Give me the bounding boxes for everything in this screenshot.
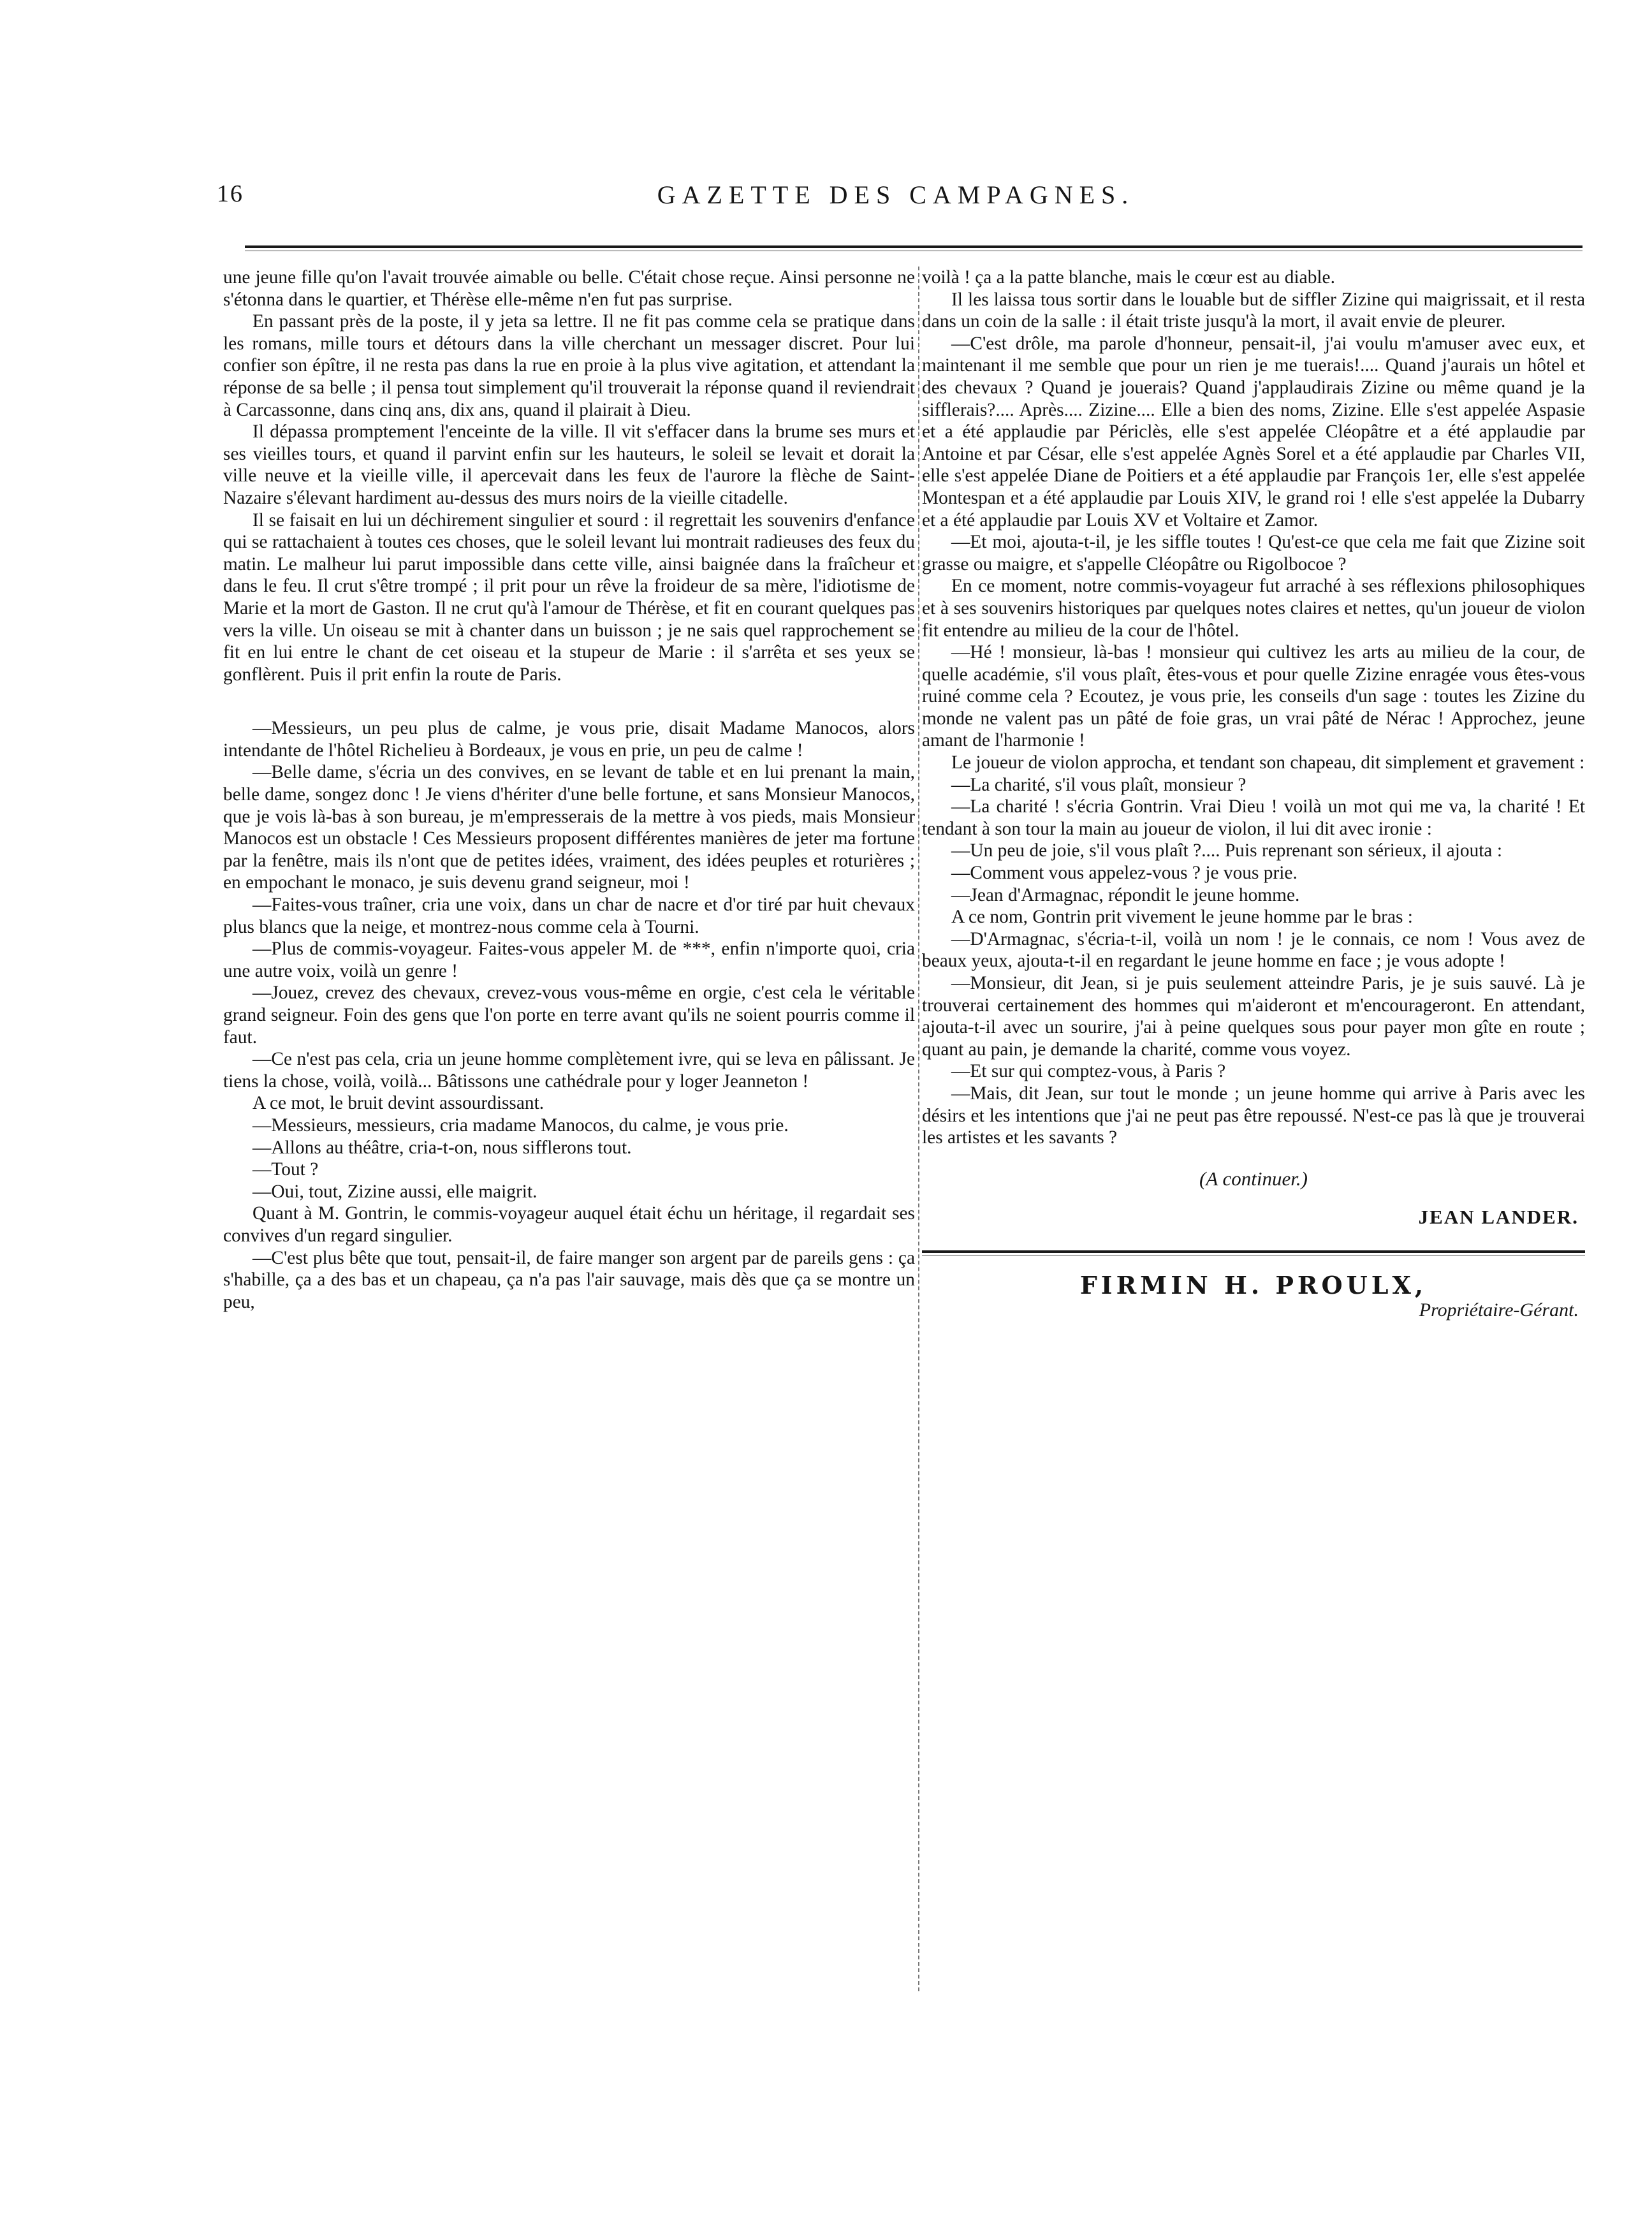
paragraph: Il se faisait en lui un déchirement singulier et sourd : il regrettait les souvenirs d'enfance qui se rattachaient à toutes ces choses, que le soleil levant lui montrait radieuses des feux du matin. Le malheur lui parut impossible dans cette ville, ainsi baignée dans la fraîcheur et dans le feu. Il crut s'être trompé ; il prit pour un rêve la froideur de sa mère, l'idiotisme de Marie et la mort de Gaston. Il ne crut qu'à l'amour de Thérèse, et fit en courant quelques pas vers la ville. Un oiseau se mit à chanter dans un buisson ; je ne sais quel rapprochement se fit en lui entre le chant de cet oiseau et la stupeur de Marie : il s'arrêta et ses yeux se gonflèrent. Puis il prit enfin la route de Paris.	[223, 509, 915, 685]
publisher-role: Propriétaire-Gérant.	[1419, 1299, 1579, 1320]
left-column	[223, 267, 915, 1313]
header-rule	[245, 245, 1583, 251]
page-number: 16	[217, 180, 244, 207]
paragraph: voilà ! ça a la patte blanche, mais le cœur est au diable.	[922, 267, 1335, 288]
paragraph: —Comment vous appelez-vous ? je vous prie.	[951, 863, 1297, 884]
paragraph: —Et moi, ajouta-t-il, je les siffle toutes ! Qu'est-ce que cela me fait que Zizine soit grasse ou maigre, et s'appelle Cléopâtre ou Rigolbocoe ?	[922, 532, 1585, 574]
paragraph: Le joueur de violon approcha, et tendant son chapeau, dit simplement et gravement :	[951, 752, 1585, 773]
paragraph: —Tout ?	[252, 1159, 319, 1180]
paragraph: —Ce n'est pas cela, cria un jeune homme complètement ivre, qui se leva en pâlissant. Je tiens la chose, voilà, voilà... Bâtissons une cathédrale pour y loger Jeanneton !	[223, 1049, 915, 1092]
paragraph: —Oui, tout, Zizine aussi, elle maigrit.	[252, 1181, 537, 1202]
paragraph: —Messieurs, messieurs, cria madame Manocos, du calme, je vous prie.	[252, 1115, 789, 1136]
paragraph: —Jean d'Armagnac, répondit le jeune homme.	[951, 884, 1300, 905]
paragraph: —Monsieur, dit Jean, si je puis seulement atteindre Paris, je je suis sauvé. Là je trouverai certainement des hommes qui m'aideront et m'encourageront. En attendant, ajouta-t-il avec un sourire, j'ai à peine quelques sous pour payer mon gîte en route ; quant au pain, je demande la charité, comme vous voyez.	[922, 973, 1585, 1060]
paragraph: —Hé ! monsieur, là-bas ! monsieur qui cultivez les arts au milieu de la cour, de quelle académie, s'il vous plaît, êtes-vous et pour quelle Zizine enragée vous êtes-vous ruiné comme cela ? Ecoutez, je vous prie, les conseils d'un sage : toutes les Zizine du monde ne valent pas un pâté de foie gras, un vrai pâté de Nérac ! Approchez, jeune amant de l'harmonie !	[922, 642, 1585, 751]
publisher-name: FIRMIN H. PROULX,	[1079, 1270, 1428, 1299]
footer-rule	[922, 1250, 1585, 1255]
paragraph: —Faites-vous traîner, cria une voix, dans un char de nacre et d'or tiré par huit chevaux plus blancs que la neige, et montrez-nous comme cela à Tourni.	[223, 895, 915, 937]
page-header	[217, 180, 1575, 218]
right-column	[922, 267, 1585, 1321]
running-title: GAZETTE DES CAMPAGNES.	[657, 180, 1135, 209]
paragraph: —Jouez, crevez des chevaux, crevez-vous vous-même en orgie, c'est cela le véritable grand seigneur. Foin des gens que l'on porte en terre avant qu'ils ne soient pourris comme il faut.	[223, 983, 915, 1048]
paragraph: Quant à M. Gontrin, le commis-voyageur auquel était échu un héritage, il regardait ses convives d'un regard singulier.	[223, 1203, 915, 1246]
paragraph: A ce nom, Gontrin prit vivement le jeune homme par le bras :	[951, 907, 1413, 928]
paragraph: —Mais, dit Jean, sur tout le monde ; un jeune homme qui arrive à Paris avec les désirs et les intentions que j'ai ne peut pas être repoussé. N'est-ce pas là que je trouverai les artistes et les savants ?	[922, 1083, 1585, 1148]
paragraph: Il dépassa promptement l'enceinte de la ville. Il vit s'effacer dans la brume ses murs et ses vieilles tours, et quand il parvint enfin sur les hauteurs, le soleil se levait et dorait la ville neuve et la vieille ville, il apercevait dans les feux de l'aurore la flèche de Saint-Nazaire s'élevant hardiment au-dessus des murs noirs de la vieille citadelle.	[223, 421, 915, 508]
paragraph: —C'est drôle, ma parole d'honneur, pensait-il, j'ai voulu m'amuser avec eux, et maintenant il me semble que pour un rien je me tuerais!.... Quand j'aurais un hôtel et des chevaux ? Quand je jouerais? Quand j'applaudirais Zizine ou même quand je la sifflerais?.... Après.... Zizine.... Elle a bien des noms, Zizine. Elle s'est appelée Aspasie et a été applaudie par Périclès, elle s'est appelée Cléopâtre et a été applaudie par Antoine et par César, elle s'est appelée Agnès Sorel et a été applaudie par Charles VII, elle s'est appelée Diane de Poitiers et a été applaudie par François 1er, elle s'est appelée Montespan et a été applaudie par Louis XIV, le grand roi ! elle s'est appelée la Dubarry et a été applaudie par Louis XV et Voltaire et Zamor.	[922, 333, 1585, 530]
paragraph: —Messieurs, un peu plus de calme, je vous prie, disait Madame Manocos, alors intendante de l'hôtel Richelieu à Bordeaux, je vous en prie, un peu de calme !	[223, 718, 915, 761]
paragraph: A ce mot, le bruit devint assourdissant.	[252, 1093, 545, 1114]
paragraph: —Allons au théâtre, cria-t-on, nous sifflerons tout.	[252, 1137, 632, 1158]
paragraph: —La charité ! s'écria Gontrin. Vrai Dieu ! voilà un mot qui me va, la charité ! Et tendant à son tour la main au joueur de violon, il lui dit avec ironie :	[922, 796, 1585, 839]
continuation-note: (A continuer.)	[1199, 1167, 1308, 1190]
paragraph: une jeune fille qu'on l'avait trouvée aimable ou belle. C'était chose reçue. Ainsi personne ne s'étonna dans le quartier, et Thérèse elle-même n'en fut pas surprise.	[223, 267, 915, 310]
paragraph: En passant près de la poste, il y jeta sa lettre. Il ne fit pas comme cela se pratique dans les romans, mille tours et détours dans la ville cherchant un messager discret. Pour lui confier son épître, il ne resta pas dans la rue en proie à la plus vive agitation, et attendant la réponse de sa belle ; il pensa tout simplement qu'il trouverait la réponse quand il reviendrait à Carcassonne, dans cinq ans, dix ans, quand il plairait à Dieu.	[223, 311, 915, 420]
paragraph: —Plus de commis-voyageur. Faites-vous appeler M. de ***, enfin n'importe quoi, cria une autre voix, voilà un genre !	[223, 939, 915, 981]
paragraph: —Un peu de joie, s'il vous plaît ?.... Puis reprenant son sérieux, il ajouta :	[951, 840, 1502, 861]
paragraph: —D'Armagnac, s'écria-t-il, voilà un nom ! je le connais, ce nom ! Vous avez de beaux yeux, ajouta-t-il en regardant le jeune homme en face ; je vous adopte !	[922, 928, 1585, 972]
section-break	[223, 685, 915, 717]
paragraph: En ce moment, notre commis-voyageur fut arraché à ses réflexions philosophiques et à ses souvenirs historiques par quelques notes claires et nettes, qu'un joueur de violon fit entendre au milieu de la cour de l'hôtel.	[922, 576, 1585, 641]
paragraph: Il les laissa tous sortir dans le louable but de siffler Zizine qui maigrissait, et il resta dans un coin de la salle : il était triste jusqu'à la mort, il avait envie de pleurer.	[922, 289, 1585, 332]
paragraph: —Belle dame, s'écria un des convives, en se levant de table et en lui prenant la main, belle dame, songez donc ! Je viens d'hériter d'une belle fortune, et sans Monsieur Manocos, que je vois là-bas à son bureau, je m'empresserais de la mettre à vos pieds, mais Monsieur Manocos est un obstacle ! Ces Messieurs proposent différentes manières de jeter ma fortune par la fenêtre, mais ils n'ont que de petites idées, vraiment, des idées peuples et roturières ; en empochant le monaco, je suis devenu grand seigneur, moi !	[223, 762, 915, 893]
paragraph: —Et sur qui comptez-vous, à Paris ?	[951, 1061, 1226, 1082]
paragraph: —C'est plus bête que tout, pensait-il, de faire manger son argent par de pareils gens : ça s'habille, ça a des bas et un chapeau, ça n'a pas l'air sauvage, mais dès que ça se montre un peu,	[223, 1247, 915, 1312]
column-divider	[918, 267, 919, 1991]
paragraph: —La charité, s'il vous plaît, monsieur ?	[951, 774, 1246, 795]
author-signature: JEAN LANDER.	[1418, 1206, 1579, 1229]
